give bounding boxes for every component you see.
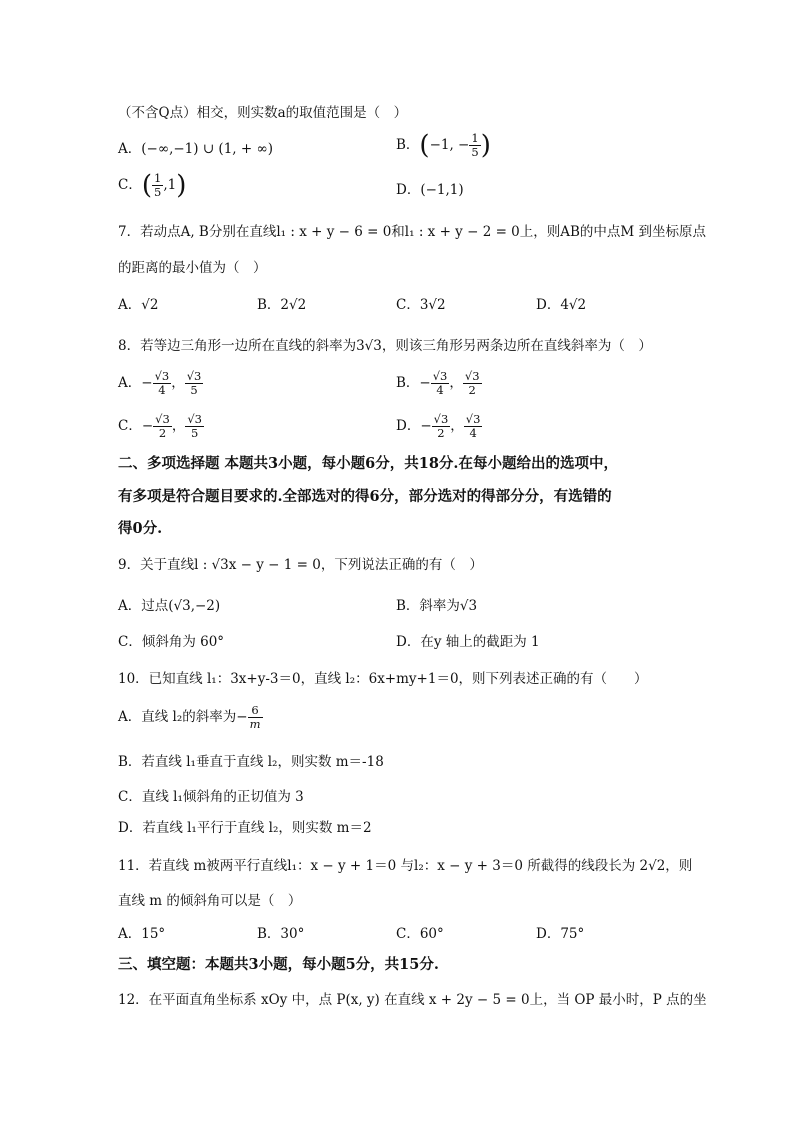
right-paren-icon: ) (176, 170, 187, 201)
separator: ， (450, 418, 464, 434)
fraction-numerator: 1 (471, 131, 479, 145)
q11-stem-line2: 直线 m 的倾斜角可以是（ ） (118, 893, 302, 909)
fraction-denominator: 2 (468, 383, 476, 397)
section2-heading-line3: 得0分. (118, 520, 163, 537)
fraction-numerator: √3 (155, 412, 170, 426)
q11-option-d: D．75° (536, 926, 585, 942)
fraction-numerator: √3 (187, 412, 202, 426)
q9-option-d: D．在y 轴上的截距为 1 (396, 634, 540, 650)
fraction (431, 370, 450, 397)
fraction (153, 413, 172, 440)
fraction (185, 413, 204, 440)
fraction-numerator: √3 (464, 369, 480, 383)
fraction-denominator: 5 (154, 185, 162, 199)
fraction-denominator: 2 (437, 426, 445, 440)
fraction-denominator: 4 (469, 426, 477, 440)
q9-option-b: B．斜率为√3 (396, 598, 478, 614)
q10-option-d: D．若直线 l₁平行于直线 l₂，则实数 m＝2 (118, 820, 372, 836)
separator: ， (171, 418, 186, 434)
fraction-numerator: 6 (248, 704, 263, 718)
q8-option-c (118, 413, 204, 440)
q11-stem-line1: 11．若直线 m被两平行直线l₁：x − y + 1＝0 与l₂：x − y + 3＝0 所截得的线段长为 2√2，则 (118, 858, 693, 874)
section2-heading-line1: 二、多项选择题 本题共3小题，每小题6分，共18分.在每小题给出的选项中， (118, 455, 618, 472)
q11-option-c: C．60° (396, 926, 444, 942)
q7-option-b: B．2√2 (257, 297, 307, 313)
fraction (464, 413, 483, 440)
q9-stem: 9．关于直线l : √3x − y − 1 = 0，下列说法正确的有（ ） (118, 557, 483, 573)
q6-option-b (396, 132, 491, 159)
q7-stem-line2: 的距离的最小值为（ ） (118, 260, 267, 276)
fraction-denominator: 5 (190, 426, 199, 440)
q6-option-b-fraction (469, 132, 480, 159)
q7-stem-line1: 7．若动点A, B分别在直线l₁ : x + y − 6 = 0和l₁ : x + y − 2 = 0上，则AB的中点M 到坐标原点 (118, 224, 707, 240)
q7-option-c: C．3√2 (396, 297, 446, 313)
option-label: A．− (118, 375, 153, 391)
fraction-denominator: 5 (471, 145, 479, 159)
q12-stem-line1: 12．在平面直角坐标系 xOy 中，点 P(x, y) 在直线 x + 2y − 5 = 0上，当 OP 最小时，P 点的坐 (118, 992, 707, 1008)
fraction-denominator: 5 (190, 383, 198, 397)
fraction-numerator: √3 (186, 369, 202, 383)
q8-option-b (396, 370, 482, 397)
q10-stem: 10．已知直线 l₁：3x+y-3＝0，直线 l₂：6x+my+1＝0，则下列表述正确的有（ ） (118, 671, 648, 687)
q6-option-a: A．(−∞,−1) ∪ (1, + ∞) (118, 141, 273, 157)
fraction-denominator: 4 (158, 383, 166, 397)
separator: ， (449, 375, 463, 391)
option-label: D．− (396, 418, 432, 434)
fraction-numerator: √3 (465, 412, 481, 426)
fraction (432, 413, 451, 440)
left-paren-icon: ( (141, 170, 152, 201)
q9-option-c: C．倾斜角为 60° (118, 634, 225, 650)
q6-stem: （不含Q点）相交，则实数a的取值范围是（ ） (118, 105, 408, 121)
fraction-denominator: m (249, 717, 261, 731)
q6-option-c-label: C． (118, 177, 142, 193)
q6-option-b-label: B． (396, 137, 420, 153)
fraction (153, 370, 172, 397)
q7-option-a: A．√2 (118, 297, 159, 313)
q6-option-c-fraction (152, 172, 163, 199)
fraction-numerator: 1 (154, 171, 162, 185)
fraction-denominator: 2 (158, 426, 167, 440)
q6-option-d: D．(−1,1) (396, 182, 464, 198)
fraction (185, 370, 204, 397)
q8-option-a (118, 370, 203, 397)
separator: ， (171, 375, 185, 391)
option-label: C．− (118, 418, 154, 434)
q7-option-d: D．4√2 (536, 297, 587, 313)
q10-option-c: C．直线 l₁倾斜角的正切值为 3 (118, 789, 304, 805)
q8-option-d (396, 413, 482, 440)
q11-option-b: B．30° (257, 926, 305, 942)
fraction (248, 704, 263, 731)
option-label: A．直线 l₂的斜率为− (118, 709, 248, 725)
fraction-denominator: 4 (436, 383, 444, 397)
q6-option-b-left: −1, − (429, 137, 470, 153)
q10-option-b: B．若直线 l₁垂直于直线 l₂，则实数 m＝-18 (118, 754, 384, 770)
section2-heading-line2: 有多项是符合题目要求的.全部选对的得6分，部分选对的得部分分，有选错的 (118, 488, 612, 505)
fraction-numerator: √3 (433, 412, 449, 426)
left-paren-icon: ( (419, 130, 430, 161)
fraction (463, 370, 482, 397)
q6-option-c (118, 172, 186, 199)
q6-option-c-right: ,1 (163, 177, 177, 193)
right-paren-icon: ) (480, 130, 491, 161)
fraction-numerator: √3 (154, 369, 170, 383)
option-label: B．− (396, 375, 431, 391)
fraction-numerator: √3 (432, 369, 448, 383)
q10-option-a (118, 704, 263, 731)
section3-heading: 三、填空题：本题共3小题，每小题5分，共15分. (118, 956, 439, 973)
q11-option-a: A．15° (118, 926, 166, 942)
q8-stem: 8．若等边三角形一边所在直线的斜率为3√3，则该三角形另两条边所在直线斜率为（ ） (118, 338, 652, 354)
q9-option-a: A．过点(√3,−2) (118, 598, 221, 614)
